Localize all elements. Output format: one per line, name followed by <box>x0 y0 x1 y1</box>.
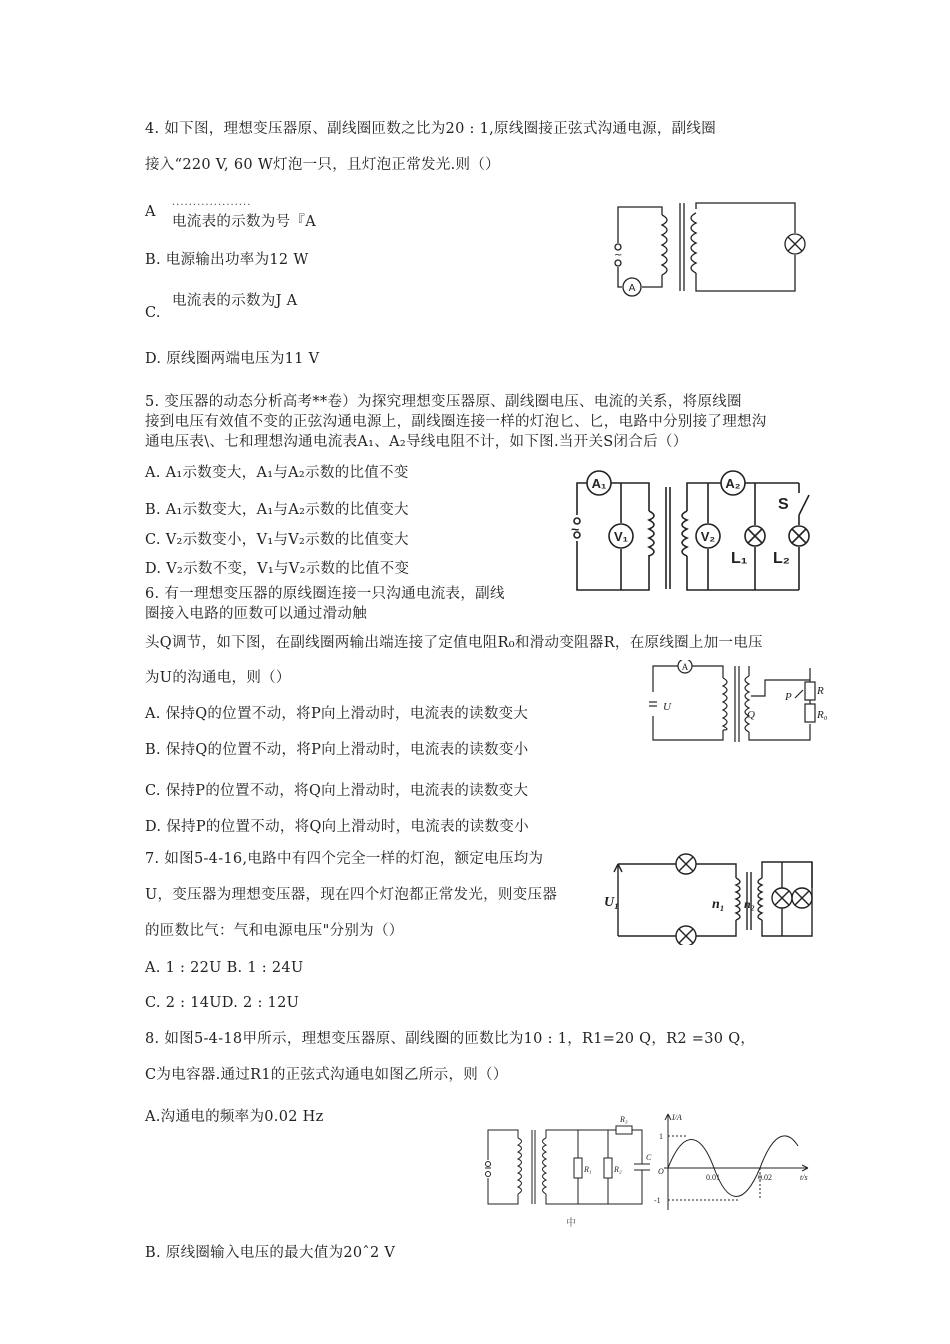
q4-option-b: B. 电源输出功率为12 W <box>145 252 309 268</box>
q4-circuit-figure <box>600 195 815 305</box>
q6-option-b: B. 保持Q的位置不动，将P向上滑动时，电流表的读数变小 <box>145 742 529 758</box>
q4-option-a-dots: ................... <box>172 197 252 208</box>
q6-resistor-r0-label: R₀ <box>817 709 828 721</box>
q6-option-a: A. 保持Q的位置不动，将P向上滑动时，电流表的读数变大 <box>145 706 529 722</box>
q8-resistor-r1-label: R₁ <box>584 1165 592 1174</box>
q5-lamp-l2-label: L₂ <box>773 550 790 567</box>
q5-stem-line2: 接到电压有效值不变的正弦沟通电源上，副线圈连接一样的灯泡匕、匕，电路中分别接了理想沟 <box>145 414 767 430</box>
q5-option-d: D. V₂示数不变，V₁与V₂示数的比值不变 <box>145 561 410 577</box>
q8-resistor-r2-label: R₂ <box>614 1165 622 1174</box>
q7-option-line1: A. 1 : 22U B. 1 : 24U <box>145 960 304 976</box>
q7-voltage-u1-label: U₁ <box>604 895 619 910</box>
q4-option-c-text: 电流表的示数为J A <box>172 293 298 309</box>
q7-stem-line2: U，变压器为理想变压器，现在四个灯泡都正常发光，则变压器 <box>145 887 558 903</box>
q8-graph-xtick-1: 0.01 <box>706 1173 720 1182</box>
q6-option-c: C. 保持P的位置不动，将Q向上滑动时，电流表的读数变大 <box>145 783 529 799</box>
q5-circuit-figure <box>565 465 825 595</box>
q8-graph-ytick-neg: -1 <box>654 1196 661 1205</box>
q4-stem-line1: 4. 如下图，理想变压器原、副线圈匝数之比为20 : 1,原线圈接正弦式沟通电源，副线圈 <box>145 121 717 137</box>
q7-turns-n1-label: n₁ <box>712 897 725 912</box>
q6-stem-line2: 圈接入电路的匝数可以通过滑动触 <box>145 606 367 622</box>
q8-option-a: A.沟通电的频率为0.02 Hz <box>145 1109 324 1125</box>
q6-ammeter-label: A <box>681 662 689 672</box>
q8-resistor-r3-label: R₃ <box>620 1115 628 1124</box>
q7-turns-n2-label: n₂ <box>744 897 755 911</box>
q5-switch-s-label: S <box>778 496 789 513</box>
q6-option-d: D. 保持P的位置不动，将Q向上滑动时，电流表的读数变小 <box>145 819 529 835</box>
q8-current-graph <box>648 1110 818 1220</box>
q4-option-a-text: 电流表的示数为号『A <box>172 214 316 230</box>
q8-graph-y-axis-label: I/A <box>672 1113 682 1122</box>
q7-stem-line1: 7. 如图5-4-16,电路中有四个完全一样的灯泡，额定电压均为 <box>145 851 544 867</box>
q5-stem-line3: 通电压表\、七和理想沟通电流表A₁、A₂导线电阻不计，如下图.当开关S闭合后（） <box>145 434 688 450</box>
q6-stem-line3: 头Q调节，如下图，在副线圈两输出端连接了定值电阻R₀和滑动变阻器R，在原线圈上加一电压 <box>145 635 763 651</box>
q5-ac-symbol: ~ <box>571 521 580 537</box>
q7-circuit-figure <box>600 850 820 945</box>
q5-option-c: C. V₂示数变小，V₁与V₂示数的比值变大 <box>145 532 409 548</box>
q8-graph-xtick-2: 0.02 <box>758 1173 772 1182</box>
q5-stem-line1: 5. 变压器的动态分析高考**卷）为探究理想变压器原、副线圈电压、电流的关系，将原线圈 <box>145 394 742 410</box>
q5-lamp-l1-label: L₁ <box>731 550 748 567</box>
q6-slider-p-label: P <box>785 691 792 703</box>
q6-stem-line1: 6. 有一理想变压器的原线圈连接一只沟通电流表，副线 <box>145 586 505 602</box>
q5-voltmeter-v1-label: V₁ <box>613 529 629 544</box>
q7-stem-line3: 的匝数比气：气和电源电压"分别为（） <box>145 923 404 939</box>
q4-ac-symbol: ~ <box>614 250 623 261</box>
q4-option-c-label: C. <box>145 305 161 321</box>
q8-stem-line1: 8. 如图5-4-18甲所示，理想变压器原、副线圈的匝数比为10 : 1，R1=20 Q，R2 =30 Q， <box>145 1031 756 1047</box>
q5-ammeter-a2-label: A₂ <box>725 476 741 491</box>
q8-graph-ytick-pos: 1 <box>659 1132 663 1141</box>
q4-stem-line2: 接入“220 V, 60 W灯泡一只，且灯泡正常发光.则（） <box>145 157 500 173</box>
q4-option-d: D. 原线圈两端电压为11 V <box>145 351 320 367</box>
q5-voltmeter-v2-label: V₂ <box>700 529 716 544</box>
q4-option-a-label: A <box>145 204 156 220</box>
q8-graph-x-axis-label: t/s <box>800 1173 808 1182</box>
q8-option-b: B. 原线圈输入电压的最大值为20ˆ2 V <box>145 1245 396 1261</box>
q5-ammeter-a1-label: A₁ <box>591 476 607 491</box>
q8-graph-origin-label: O <box>658 1167 664 1176</box>
q5-option-a: A. A₁示数变大，A₁与A₂示数的比值不变 <box>145 465 409 481</box>
q6-slider-q-label: Q <box>747 709 755 721</box>
q6-stem-line4: 为U的沟通电，则（） <box>145 670 291 686</box>
q7-option-line2: C. 2 : 14UD. 2 : 12U <box>145 995 300 1011</box>
q8-stem-line2: C为电容器.通过R1的正弦式沟通电如图乙所示，则（） <box>145 1067 508 1083</box>
q6-circuit-figure <box>645 660 835 748</box>
q6-resistor-r-label: R <box>817 685 824 697</box>
q8-capacitor-c-label: C <box>646 1153 652 1162</box>
q6-voltage-u-label: U <box>663 701 671 713</box>
q4-ammeter-label: A <box>628 283 636 294</box>
q5-option-b: B. A₁示数变大，A₁与A₂示数的比值变大 <box>145 502 409 518</box>
q8-figure-caption: 中 <box>566 1218 576 1229</box>
q8-circuit-figure <box>480 1108 660 1208</box>
